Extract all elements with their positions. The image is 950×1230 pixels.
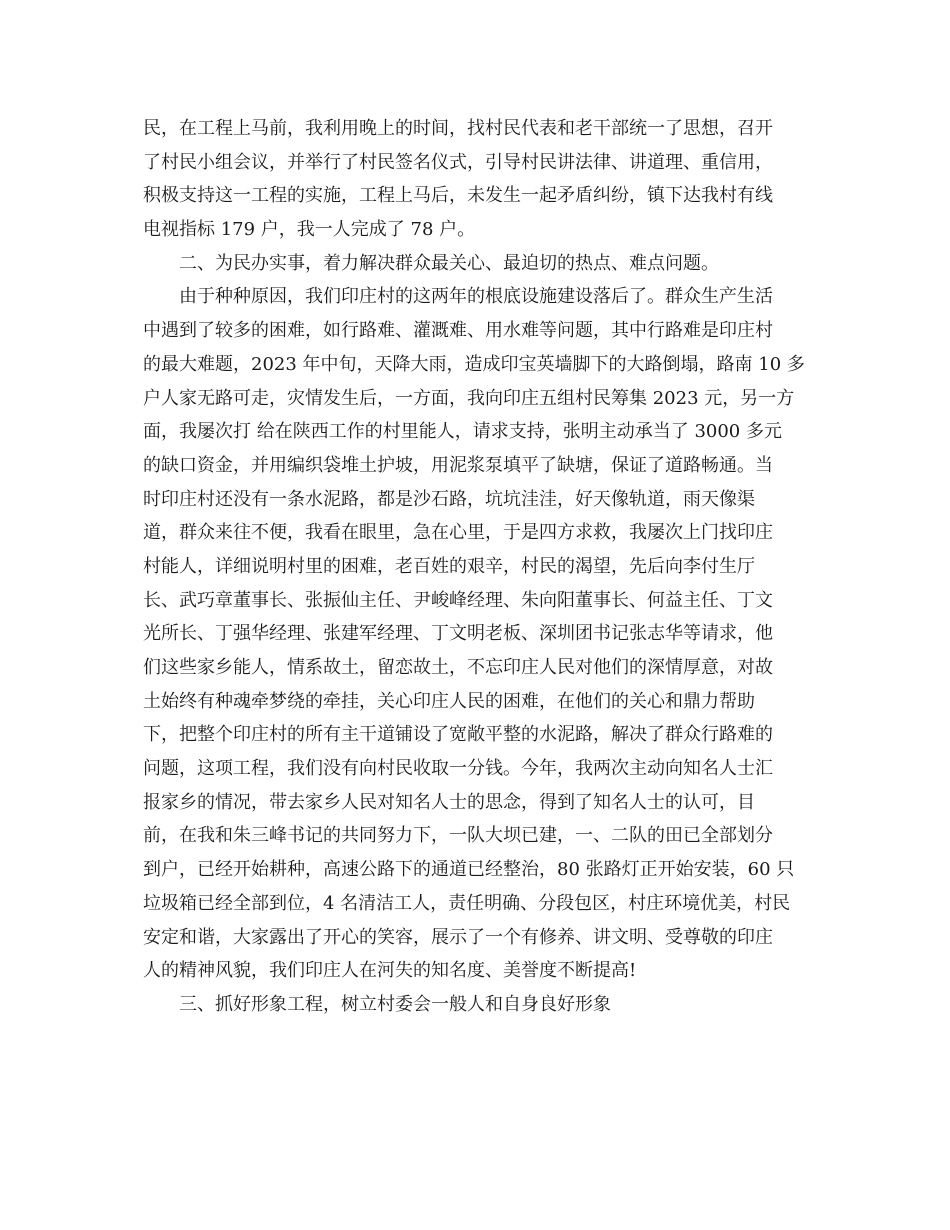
text-line: 面，我屡次打 给在陕西工作的村里能人，请求支持，张明主动承当了 3000 多元	[143, 421, 782, 443]
text-line: 户人家无路可走，灾情发生后，一方面，我向印庄五组村民筹集 2023 元，另一方	[143, 387, 795, 409]
text-line: 下，把整个印庄村的所有主干道铺设了宽敞平整的水泥路，解决了群众行路难的	[143, 724, 773, 746]
text-line: 时印庄村还没有一条水泥路，都是沙石路，坑坑洼洼，好天像轨道，雨天像渠	[143, 488, 755, 510]
paragraph-first-line: 三、抓好形象工程，树立村委会一般人和自身良好形象	[179, 993, 611, 1015]
text-line: 的缺口资金，并用编织袋堆土护坡，用泥浆泵填平了缺塘，保证了道路畅通。当	[143, 454, 773, 476]
text-line: 报家乡的情况，带去家乡人民对知名人士的思念，得到了知名人士的认可，目	[143, 791, 755, 813]
text-line: 民，在工程上马前，我利用晚上的时间，找村民代表和老干部统一了思想，召开	[143, 118, 773, 139]
text-line: 问题，这项工程，我们没有向村民收取一分钱。今年，我两次主动向知名人士汇	[143, 758, 773, 780]
text-line: 到户，已经开始耕种，高速公路下的通道已经整治，80 张路灯正开始安装，60 只	[143, 859, 795, 881]
text-line: 安定和谐，大家露出了开心的笑容，展示了一个有修养、讲文明、受尊敬的印庄	[143, 926, 773, 948]
text-line: 垃圾箱已经全部到位，4 名清洁工人，责任明确、分段包区，村庄环境优美，村民	[143, 892, 791, 914]
paragraph-first-line: 二、为民办实事，着力解决群众最关心、最迫切的热点、难点问题。	[179, 252, 719, 274]
text-line: 电视指标 179 户，我一人完成了 78 户。	[143, 219, 476, 241]
text-line: 前，在我和朱三峰书记的共同努力下，一队大坝已建，一、二队的田已全部划分	[143, 825, 773, 847]
text-line: 光所长、丁强华经理、张建军经理、丁文明老板、深圳团书记张志华等请求，他	[143, 623, 773, 645]
text-line: 积极支持这一工程的实施，工程上马后，未发生一起矛盾纠纷，镇下达我村有线	[143, 185, 773, 207]
text-line: 道，群众来往不便，我看在眼里，急在心里，于是四方求救，我屡次上门找印庄	[143, 522, 773, 544]
text-line: 的最大难题，2023 年中旬，天降大雨，造成印宝英墙脚下的大路倒塌，路南 10 多	[143, 353, 805, 375]
text-line: 村能人，详细说明村里的困难，老百姓的艰辛，村民的渴望，先后向李付生厅	[143, 555, 755, 577]
text-line: 土始终有种魂牵梦绕的牵挂，关心印庄人民的困难，在他们的关心和鼎力帮助	[143, 690, 755, 712]
text-line: 长、武巧章董事长、张振仙主任、尹峻峰经理、朱向阳董事长、何益主任、丁文	[143, 589, 773, 611]
paragraph-first-line: 由于种种原因，我们印庄村的这两年的根底设施建设落后了。群众生产生活	[179, 286, 773, 308]
text-line: 中遇到了较多的困难，如行路难、灌溉难、用水难等问题，其中行路难是印庄村	[143, 320, 773, 342]
text-line: 们这些家乡能人，情系故土，留恋故土，不忘印庄人民对他们的深情厚意，对故	[143, 657, 773, 678]
document-body-text	[143, 112, 803, 1022]
text-line: 了村民小组会议，并举行了村民签名仪式，引导村民讲法律、讲道理、重信用，	[143, 151, 773, 173]
text-line: 人的精神风貌，我们印庄人在河失的知名度、美誉度不断提高!	[143, 960, 637, 982]
